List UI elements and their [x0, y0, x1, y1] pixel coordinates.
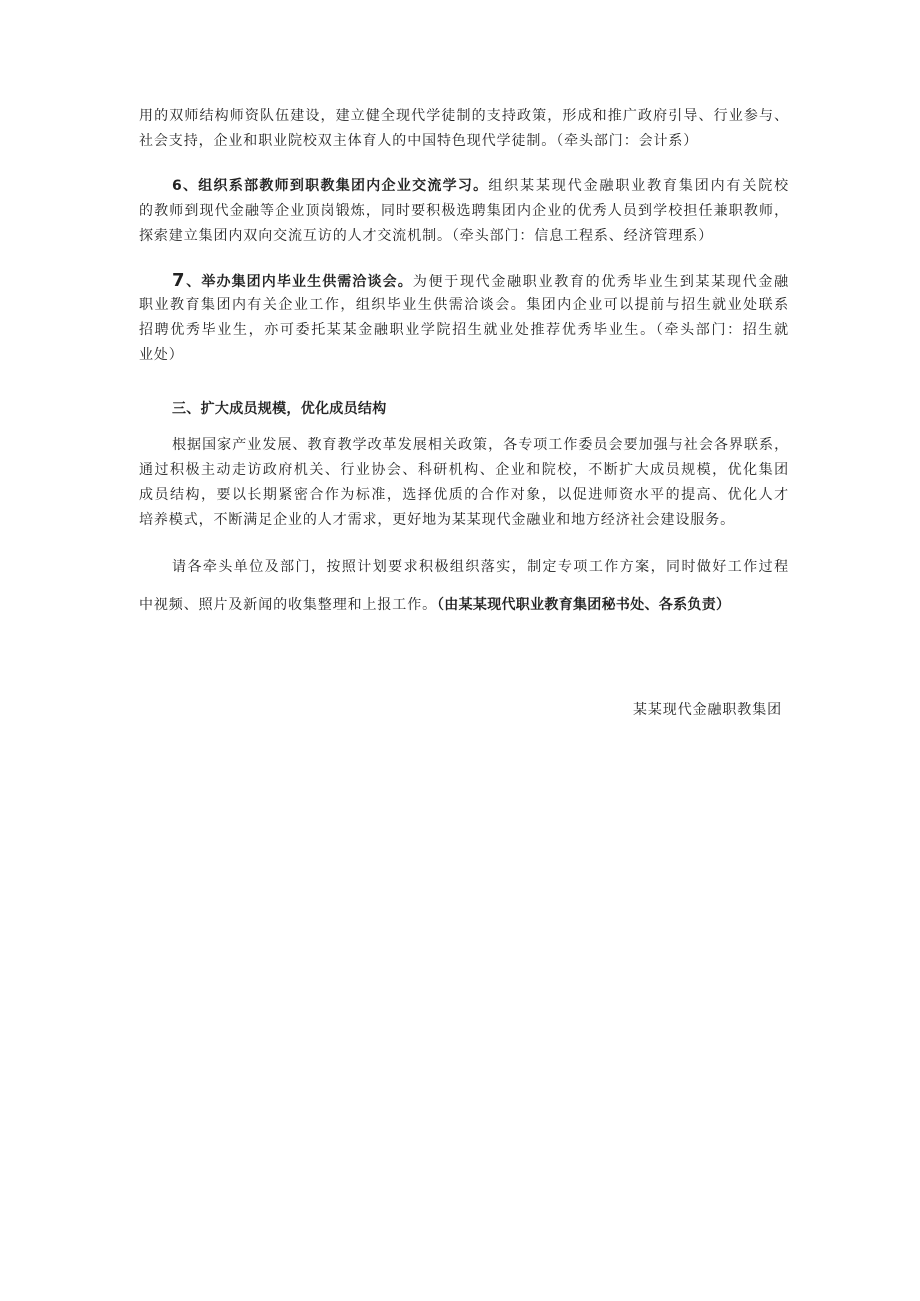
signature: 某某现代金融职教集团: [633, 702, 782, 718]
item-6-heading: 6、组织系部教师到职教集团内企业交流学习。: [172, 178, 489, 194]
text-line: 成员结构，要以长期紧密合作为标准，选择优质的合作对象，以促进师资水平的提高、优化人才: [139, 487, 789, 503]
item-7-heading: 、举办集团内毕业生供需洽谈会。: [185, 274, 413, 290]
closing-second-line: [139, 586, 789, 624]
text-line: 培养模式，不断满足企业的人才需求，更好地为某某现代金融业和地方经济社会建设服务。: [139, 512, 735, 528]
section-3-body: [139, 433, 789, 533]
text-line: 招聘优秀毕业生，亦可委托某某金融职业学院招生就业处推荐优秀毕业生。（牵头部门：招生就: [139, 322, 789, 338]
text-line: 用的双师结构师资队伍建设，建立健全现代学徒制的支持政策，形成和推广政府引导、行业参与、: [139, 108, 789, 124]
item-7-number: 7: [172, 270, 186, 291]
section-3-heading: [139, 397, 789, 422]
text-line: 探索建立集团内双向交流互访的人才交流机制。（牵头部门：信息工程系、经济管理系）: [139, 228, 714, 244]
text-line: 社会支持，企业和职业院校双主体育人的中国特色现代学徒制。（牵头部门：会计系）: [139, 133, 699, 149]
item-7-first-line: [139, 268, 789, 293]
text-line: 根据国家产业发展、教育教学改革发展相关政策，各专项工作委员会要加强与社会各界联系，: [172, 437, 789, 453]
item-6-paragraph: [139, 174, 789, 249]
closing-text: 中视频、照片及新闻的收集整理和上报工作。: [139, 597, 437, 613]
closing-paragraph: [139, 548, 789, 624]
section-heading: 三、扩大成员规模，优化成员结构: [172, 401, 387, 417]
closing-responsible-note: （由某某现代职业教育集团秘书处、各系负责）: [437, 597, 731, 613]
item-7-text: 为便于现代金融职业教育的优秀毕业生到某某现代金融: [412, 274, 789, 290]
text-line: 业处）: [139, 347, 184, 363]
text-line: 请各牵头单位及部门，按照计划要求积极组织落实，制定专项工作方案，同时做好工作过程: [172, 559, 789, 575]
text-line: 职业教育集团内有关企业工作，组织毕业生供需洽谈会。集团内企业可以提前与招生就业处联系: [139, 297, 789, 313]
item-6-first-line: [139, 174, 789, 199]
item-7-paragraph: [139, 268, 789, 368]
paragraph-continued: [139, 104, 789, 154]
text-line: 通过积极主动走访政府机关、行业协会、科研机构、企业和院校，不断扩大成员规模，优化集团: [139, 462, 789, 478]
item-6-text: 组织某某现代金融职业教育集团内有关院校: [488, 178, 789, 194]
text-line: 的教师到现代金融等企业顶岗锻炼，同时要积极选聘集团内企业的优秀人员到学校担任兼职教师，: [139, 203, 789, 219]
